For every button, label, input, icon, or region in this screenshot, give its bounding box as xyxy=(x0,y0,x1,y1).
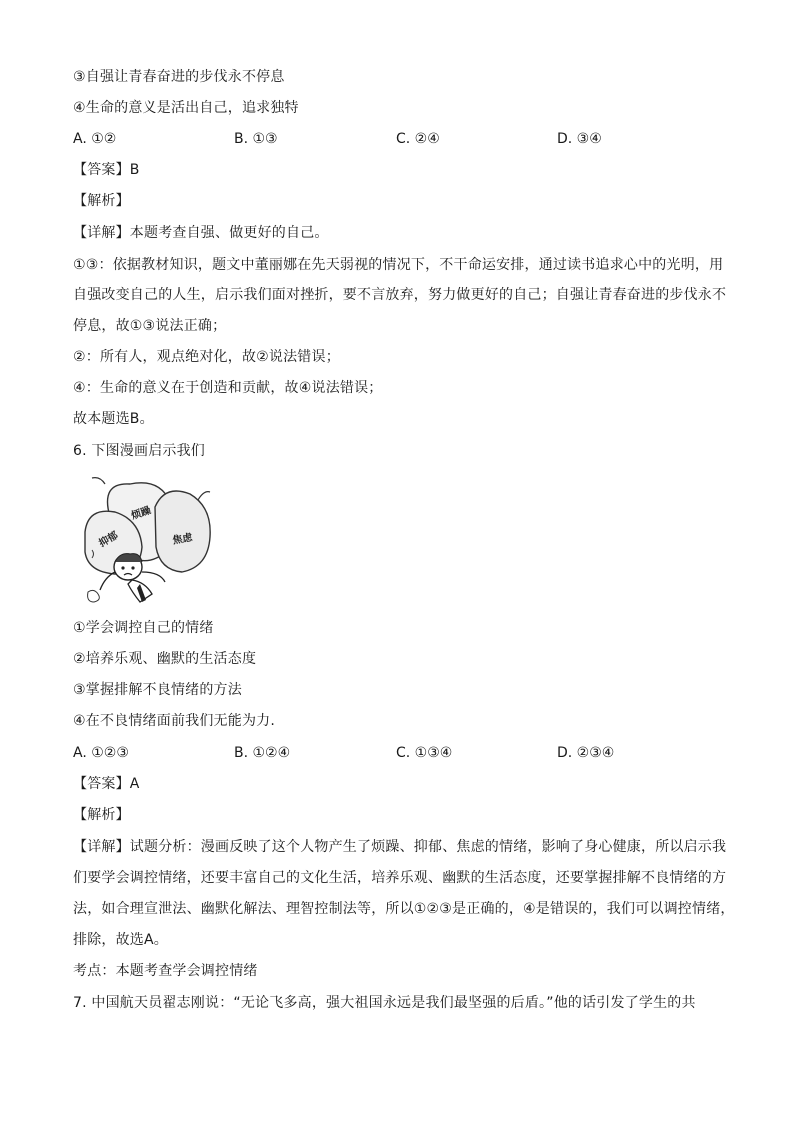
q5-option-d: D. ③④ xyxy=(557,131,602,147)
q5-option-a: A. ①② xyxy=(73,131,117,147)
q6-option-a: A. ①②③ xyxy=(73,745,129,761)
comic-label-irritable: 烦躁 xyxy=(130,505,153,522)
comic-label-anxious: 焦虑 xyxy=(171,532,194,547)
q5-conclusion: 故本题选B。 xyxy=(73,411,154,427)
q5-option-b: B. ①③ xyxy=(234,131,278,147)
q6-statement-2: ②培养乐观、幽默的生活态度 xyxy=(73,651,257,667)
q5-statement-3: ③自强让青春奋进的步伐永不停息 xyxy=(73,69,285,85)
q5-explain-3: ④：生命的意义在于创造和贡献，故④说法错误； xyxy=(73,380,383,396)
comic-label-depressed: 抑郁 xyxy=(97,530,121,550)
q6-statement-4: ④在不良情绪面前我们无能为力. xyxy=(73,713,276,729)
q5-explain-2: ②：所有人，观点绝对化，故②说法错误； xyxy=(73,349,340,365)
q5-analysis-heading: 【解析】 xyxy=(73,193,130,209)
q5-explain-1a: ①③：依据教材知识，题文中董丽娜在先天弱视的情况下，不干命运安排，通过读书追求心中的光明，用 xyxy=(73,257,724,273)
q6-detail-d: 排除，故选A。 xyxy=(73,932,168,948)
q6-statement-1: ①学会调控自己的情绪 xyxy=(73,620,214,636)
comic-illustration xyxy=(70,472,220,607)
q6-option-b: B. ①②④ xyxy=(234,745,291,761)
q6-statement-3: ③掌握排解不良情绪的方法 xyxy=(73,682,242,698)
q5-statement-4: ④生命的意义是活出自己，追求独特 xyxy=(73,100,299,116)
q6-exam-point: 考点：本题考查学会调控情绪 xyxy=(73,963,258,979)
q6-option-c: C. ①③④ xyxy=(396,745,453,761)
q6-question: 6. 下图漫画启示我们 xyxy=(73,443,206,459)
q6-detail-a: 【详解】试题分析：漫画反映了这个人物产生了烦躁、抑郁、焦虑的情绪，影响了身心健康，所以启示我 xyxy=(73,839,727,855)
q5-explain-1c: 停息，故①③说法正确； xyxy=(73,318,227,334)
q6-answer: 【答案】A xyxy=(73,776,140,792)
q7-question: 7. 中国航天员翟志刚说：“无论飞多高，强大祖国永远是我们最坚强的后盾。”他的话引发了学生的共 xyxy=(73,995,696,1011)
q6-detail-b: 们要学会调控情绪，还要丰富自己的文化生活，培养乐观、幽默的生活态度，还要掌握排解不良情绪的方 xyxy=(73,870,727,886)
q5-answer: 【答案】B xyxy=(73,162,140,178)
q5-explain-1b: 自强改变自己的人生，启示我们面对挫折，要不言放弃，努力做更好的自己；自强让青春奋进的步伐永不 xyxy=(73,287,727,303)
q6-option-d: D. ②③④ xyxy=(557,745,615,761)
q6-detail-c: 法，如合理宣泄法、幽默化解法、理智控制法等，所以①②③是正确的，④是错误的，我们可以调控情绪， xyxy=(73,901,735,917)
q5-detail: 【详解】本题考查自强、做更好的自己。 xyxy=(73,225,329,241)
q6-analysis-heading: 【解析】 xyxy=(73,807,130,823)
q5-option-c: C. ②④ xyxy=(396,131,440,147)
